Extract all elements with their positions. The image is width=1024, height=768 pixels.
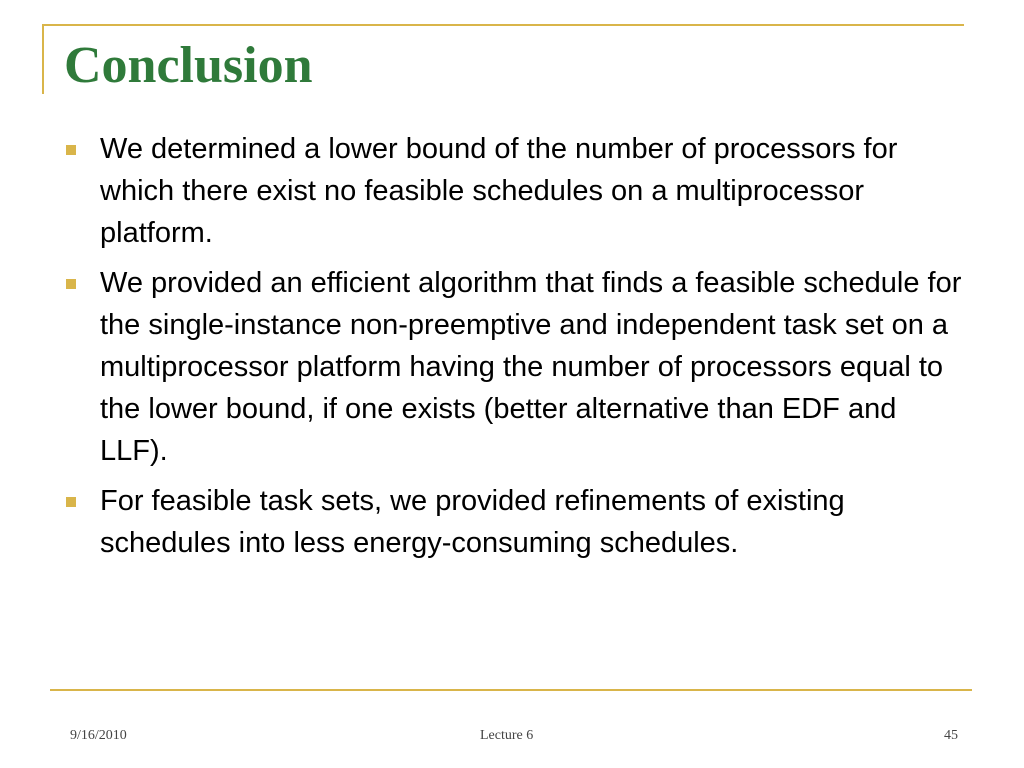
footer-divider [50,689,972,691]
bullet-text: We provided an efficient algorithm that finds a feasible schedule for the single-instance non-preemptive and independent task set on a multiprocessor platform having the number of processors equal to the lower bound, if one exists (better alternative than EDF and LLF). [100,267,962,467]
bullet-item [66,262,966,472]
frame-left-line [42,24,44,94]
slide-title: Conclusion [64,37,313,94]
bullet-text: We determined a lower bound of the number of processors for which there exist no feasible schedules on a multiprocessor platform. [100,133,898,249]
footer-date: 9/16/2010 [70,728,127,743]
square-bullet-icon [66,145,76,155]
bullet-list [66,128,966,572]
bullet-item [66,480,966,564]
bullet-text: For feasible task sets, we provided refinements of existing schedules into less energy-consuming schedules. [100,485,845,559]
bullet-item [66,128,966,254]
square-bullet-icon [66,497,76,507]
footer-lecture-label: Lecture 6 [480,728,534,743]
square-bullet-icon [66,279,76,289]
frame-top-line [42,24,964,26]
footer-page-number: 45 [944,728,958,743]
